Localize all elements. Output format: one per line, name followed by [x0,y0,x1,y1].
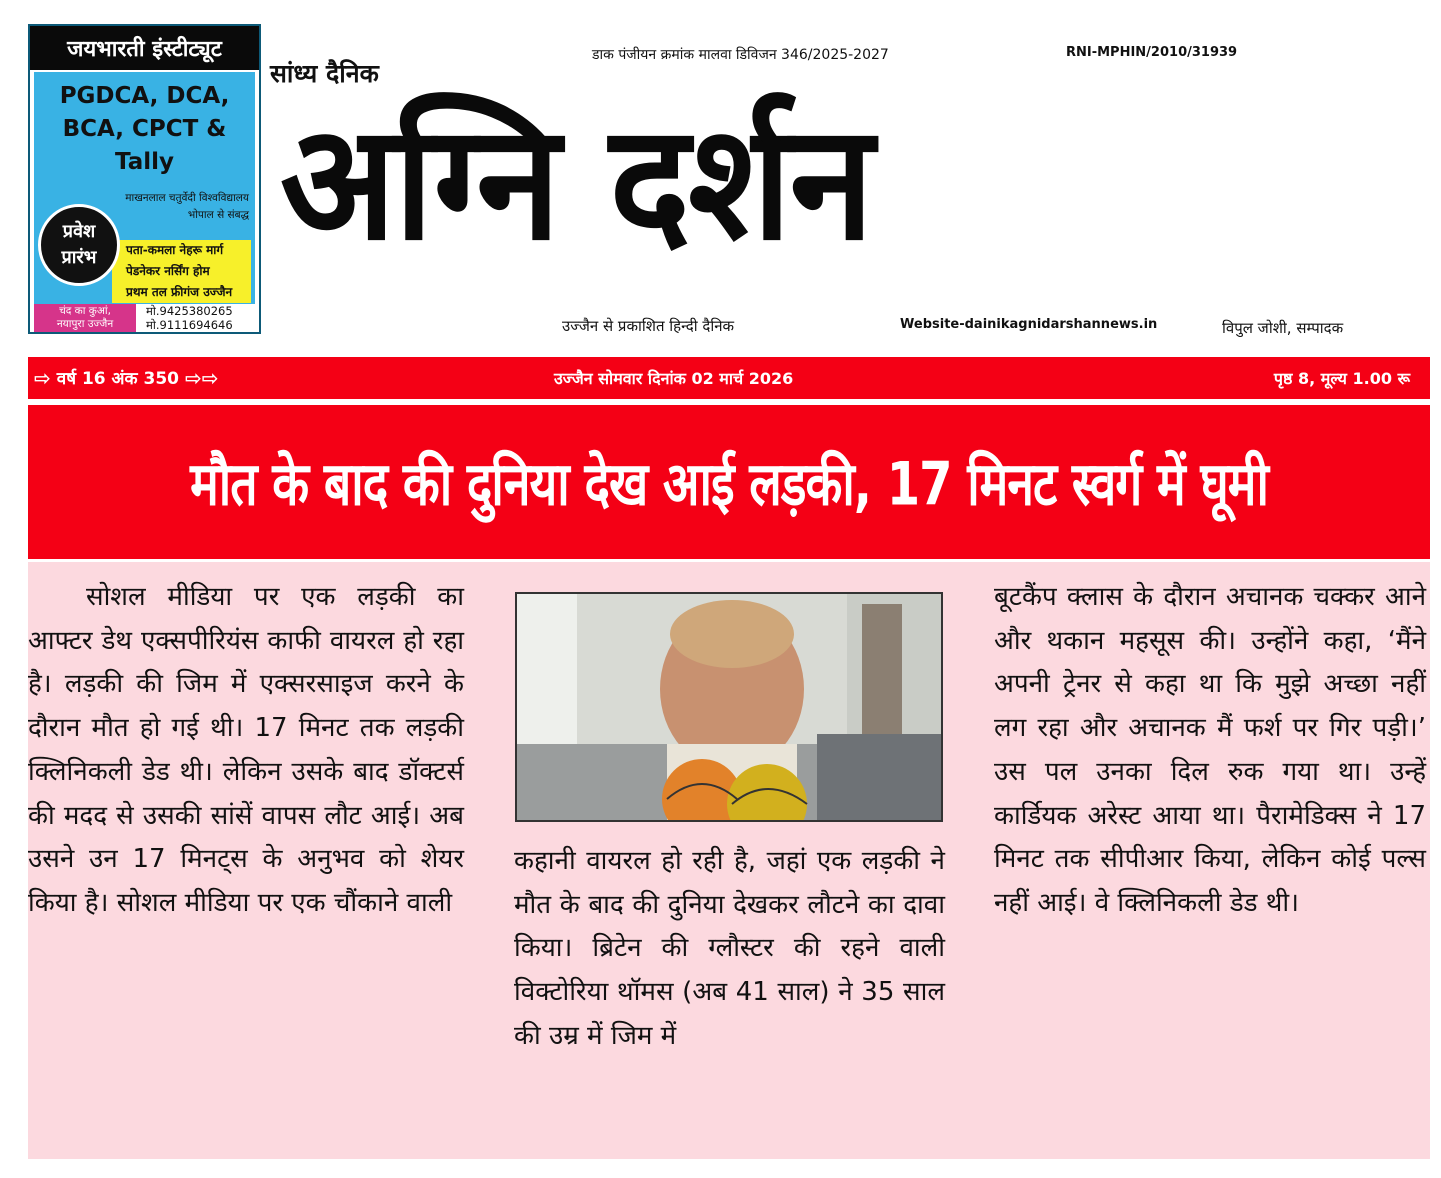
tagline: उज्जैन से प्रकाशित हिन्दी दैनिक [562,317,735,335]
ad-mobile: मो.9425380265 [146,304,233,318]
ad-university [125,190,249,224]
ad-mobile: मो.9111694646 [146,318,233,332]
article-text: सोशल मीडिया पर एक लड़की का आफ्टर डेथ एक्सपीरियंस काफी वायरल हो रहा है। लड़की की जिम में एक्सरसाइज करने के दौरान मौत हो गई थी। 17 मिनट तक लड़की क्लिनिकली डेड थी। लेकिन उसके बाद डॉक्टर्स की मदद से उसकी सांसें वापस लौट आई। अब उसने उन 17 मिनट्स के अनुभव को शेयर किया है। सोशल मीडिया पर एक चौंकाने वाली [28,582,464,918]
ad-course-line: BCA, CPCT & Tally [62,116,227,175]
ad-branch-line: नयापुरा उज्जैन [56,318,114,330]
ad-body [34,72,255,310]
ad-footer [34,304,255,332]
ad-address-line: पता-कमला नेहरू मार्ग [126,243,224,257]
ad-course-line: PGDCA, DCA, [59,83,230,109]
ad-university-line: माखनलाल चतुर्वेदी विश्वविद्यालय [125,192,249,204]
arrow-right-icon: ⇨⇨ [185,365,219,390]
headline: मौत के बाद की दुनिया देख आई लड़की, 17 मिनट स्वर्ग में घूमी [190,448,1268,519]
postal-registration: डाक पंजीयन क्रमांक मालवा डिविजन 346/2025-2027 [592,47,889,63]
website: Website-dainikagnidarshannews.in [900,317,1158,332]
ad-address-line: प्रथम तल फ्रीगंज उज्जैन [126,285,233,299]
rni-number: RNI-MPHIN/2010/31939 [1066,45,1238,60]
issue-info [34,366,219,389]
article-text: कहानी वायरल हो रही है, जहां एक लड़की ने मौत के बाद की दुनिया देखकर लौटने का दावा किया। ब्रिटेन की ग्लौस्टर की रहने वाली विक्टोरिया थॉमस (अब 41 साल) ने 35 साल की उम्र में जिम में [514,846,945,1051]
ad-courses [34,80,255,179]
ad-address [112,240,251,303]
badge-line: प्रवेश [62,221,96,242]
ad-university-line: भोपाल से संबद्ध [187,209,249,221]
issue-number: वर्ष 16 अंक 350 [56,369,179,389]
editor-name: विपुल जोशी, सम्पादक [1222,319,1344,337]
article-text: बूटकैंप क्लास के दौरान अचानक चक्कर आने और थकान महसूस की। उन्होंने कहा, ‘मैंने अपनी ट्रेनर से कहा था कि मुझे अच्छा नहीं लग रहा और अचानक मैं फर्श पर गिर पड़ी।’ उस पल उनका दिल रुक गया था। उन्हें कार्डियक अरेस्ट आया था। पैरामेडिक्स ने 17 मिनट तक सीपीआर किया, लेकिन कोई पल्स नहीं आई। वे क्लिनिकली डेड थी। [994,582,1426,918]
article-photo [515,592,943,822]
date-strip [28,357,1430,399]
edition-label: सांध्य दैनिक [270,59,379,88]
article-column-2 [514,840,945,1059]
newspaper-logo: अग्नि दर्शन [280,89,872,276]
ad-branch [34,304,136,332]
ad-title: जयभारती इंस्टीट्यूट [30,26,259,70]
admission-open-badge [38,204,120,286]
institute-advertisement [28,24,261,334]
article [28,562,1430,1159]
badge-line: प्रारंभ [61,247,97,268]
ad-mobiles [136,304,255,332]
ad-branch-line: चंद का कुआं, [59,305,111,317]
article-column-3 [994,576,1426,926]
article-column-1 [28,576,464,926]
page-price: पृष्ठ 8, मूल्य 1.00 रू [1273,369,1410,388]
headline-banner [28,405,1430,559]
issue-date: उज्जैन सोमवार दिनांक 02 मार्च 2026 [554,369,794,388]
woman-with-ball-image [517,594,943,822]
ad-address-line: पेडनेकर नर्सिंग होम [126,264,210,278]
arrow-right-icon: ⇨ [34,365,51,390]
